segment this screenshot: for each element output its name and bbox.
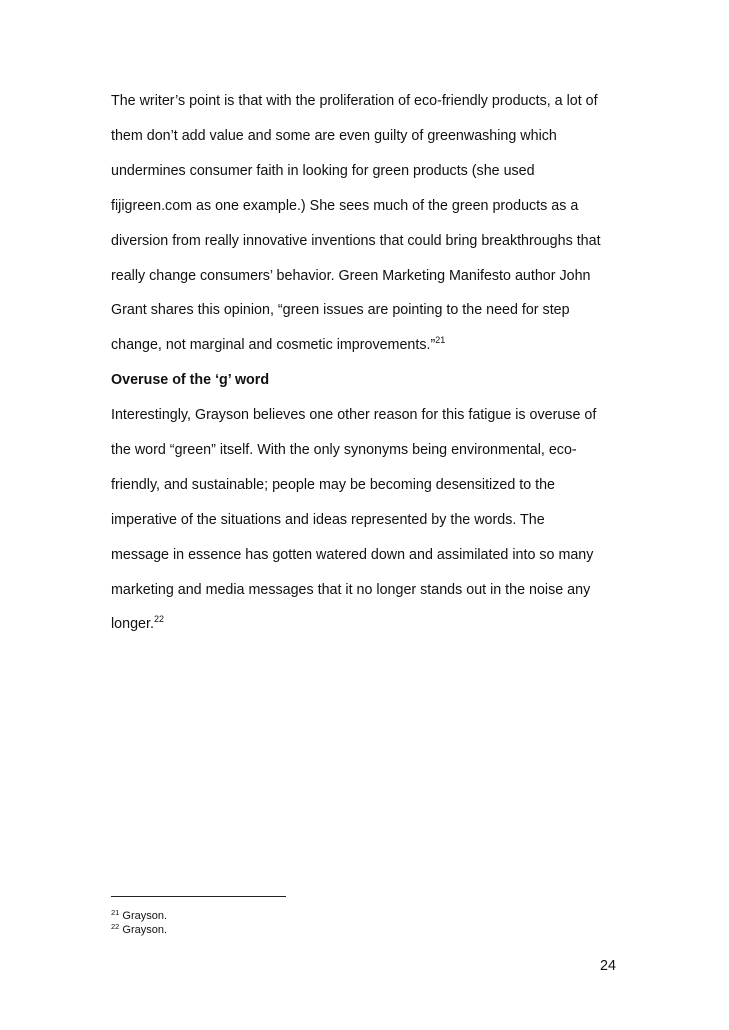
footnote-divider (111, 896, 286, 897)
paragraph-line: really change consumers’ behavior. Green Marketing Manifesto author John (111, 267, 591, 284)
paragraph-line: marketing and media messages that it no longer stands out in the noise any (111, 581, 591, 598)
paragraph-line: Interestingly, Grayson believes one other reason for this fatigue is overuse of (111, 407, 597, 423)
paragraph-line: the word “green” itself. With the only synonyms being environmental, eco- (111, 441, 577, 458)
paragraph-line-last (111, 328, 631, 363)
paragraph-line-text: longer. (111, 616, 154, 633)
footnote-number: 22 (111, 922, 120, 931)
paragraph-line: imperative of the situations and ideas represented by the words. The (111, 511, 545, 528)
footnote-reference: 21 (435, 335, 446, 346)
footnote-reference: 22 (153, 614, 164, 625)
paragraph-line: The writer’s point is that with the proliferation of eco-friendly products, a lot of (111, 93, 598, 109)
page-number: 24 (600, 958, 616, 974)
footnote-number: 21 (111, 908, 120, 917)
paragraph-2 (111, 398, 631, 642)
paragraph-line: friendly, and sustainable; people may be becoming desensitized to the (111, 476, 556, 493)
paragraph-line: fijigreen.com as one example.) She sees much of the green products as a (111, 197, 579, 214)
paragraph-1 (111, 84, 631, 363)
paragraph-line: diversion from really innovative inventions that could bring breakthroughs that (111, 232, 601, 249)
footnote-text: Grayson. (122, 924, 168, 936)
footnote (111, 909, 167, 923)
footnote-text: Grayson. (122, 910, 168, 922)
footnotes (111, 909, 167, 937)
paragraph-line: undermines consumer faith in looking for green products (she used (111, 162, 535, 179)
paragraph-line-last (111, 607, 631, 642)
paragraph-line-text: change, not marginal and cosmetic improvements.” (111, 337, 436, 354)
footnote (111, 923, 167, 937)
paragraph-line: them don’t add value and some are even guilty of greenwashing which (111, 127, 557, 144)
paragraph-line: message in essence has gotten watered down and assimilated into so many (111, 546, 594, 563)
section-heading: Overuse of the ‘g’ word (111, 372, 270, 388)
paragraph-line: Grant shares this opinion, “green issues are pointing to the need for step (111, 302, 570, 319)
